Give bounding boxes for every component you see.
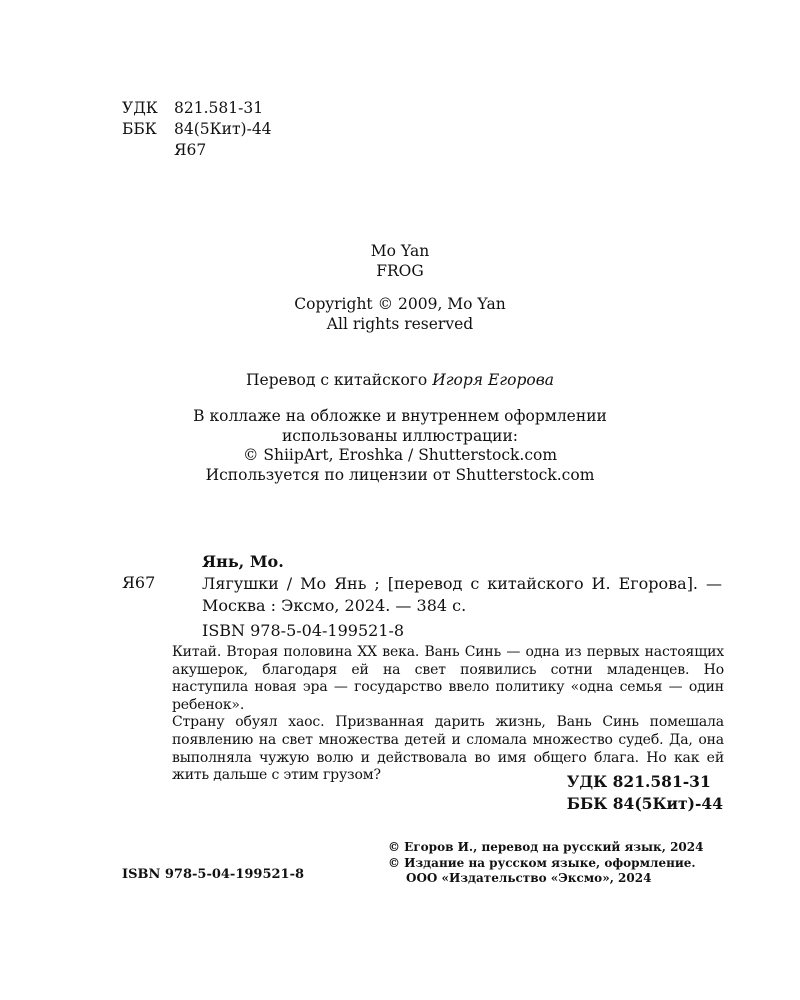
translation-credit (0, 370, 800, 390)
rights-line-3: ООО «Издательство «Эксмо», 2024 (406, 871, 652, 885)
original-title: FROG (376, 262, 424, 280)
translation-prefix: Перевод с китайского (246, 371, 428, 389)
classification-codes-top (122, 98, 272, 161)
illustration-credits (0, 407, 800, 485)
bbk-row (122, 119, 272, 140)
isbn-bottom: ISBN 978-5-04-199521-8 (122, 867, 305, 882)
bibliographic-heading: Янь, Мо. (202, 552, 284, 571)
rights-line-1: © Егоров И., перевод на русский язык, 2024 (388, 840, 704, 854)
original-edition (0, 241, 800, 281)
annotation (172, 644, 724, 785)
illustration-line-2: использованы иллюстрации: (281, 426, 519, 445)
bbk-label: ББК (122, 120, 157, 138)
classification-codes-bottom (567, 771, 723, 815)
rights-reserved-line: All rights reserved (326, 315, 474, 333)
udk-row (122, 98, 272, 119)
rights-line-2: © Издание на русском языке, оформление. (388, 855, 696, 870)
translator-name: Игоря Егорова (432, 371, 554, 389)
rights-notices (388, 840, 703, 887)
copyright-notice (0, 294, 800, 334)
illustration-line-1: В коллаже на обложке и внутреннем оформлении (193, 407, 607, 425)
author-mark-row (122, 140, 272, 161)
illustration-line-4: Используется по лицензии от Shutterstock.com (205, 465, 595, 484)
copyright-line: Copyright © 2009, Mo Yan (294, 295, 506, 313)
udk-bottom: УДК 821.581-31 (566, 772, 711, 791)
udk-value: 821.581-31 (174, 99, 264, 117)
annotation-paragraph-1: Китай. Вторая половина XX века. Вань Синь — одна из первых настоящих акушерок, благодаря ей на свет появились сотни младенцев. Но наступила новая эра — государство ввело политику «одна семья — один ребенок». (172, 644, 724, 713)
author-mark: Я67 (174, 141, 207, 159)
isbn-record: ISBN 978-5-04-199521-8 (202, 621, 405, 640)
bibliographic-description: Лягушки / Мо Янь ; [перевод с китайского И. Егорова]. — Москва : Эксмо, 2024. — 384 с. (202, 574, 722, 615)
annotation-paragraph-2: Страну обуял хаос. Призванная дарить жизнь, Вань Синь помешала появлению на свет множества детей и сломала множество судеб. Да, она выполняла чужую волю и действовала во имя общего блага. Но как ей жить дальше с этим грузом? (172, 714, 724, 784)
shelf-mark: Я67 (122, 573, 156, 592)
original-author: Mo Yan (370, 242, 430, 260)
illustration-line-3: © ShiipArt, Eroshka / Shutterstock.com (242, 446, 558, 464)
bbk-bottom: ББК 84(5Кит)-44 (566, 794, 723, 813)
bbk-value: 84(5Кит)-44 (174, 120, 272, 138)
udk-label: УДК (122, 99, 158, 117)
